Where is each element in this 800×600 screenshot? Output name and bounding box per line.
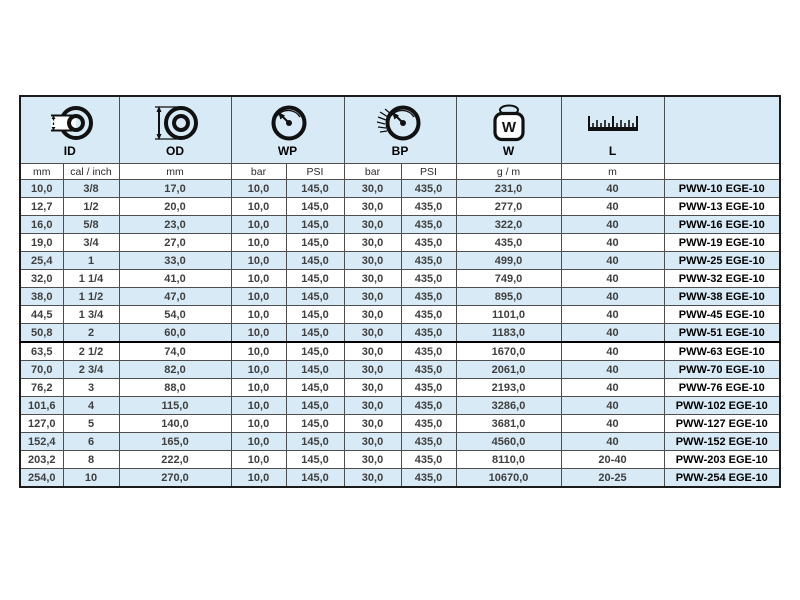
spec-value-cell: 25,4 — [20, 252, 63, 270]
table-row — [20, 306, 780, 324]
inner-diameter-icon — [45, 102, 95, 144]
spec-value-cell: 145,0 — [286, 451, 344, 469]
spec-value-cell: 17,0 — [119, 180, 231, 198]
spec-value-cell: 32,0 — [20, 270, 63, 288]
spec-value-cell: 23,0 — [119, 216, 231, 234]
column-group-label: OD — [166, 144, 184, 158]
spec-value-cell: 30,0 — [344, 342, 401, 361]
table-row — [20, 397, 780, 415]
spec-value-cell: 76,2 — [20, 379, 63, 397]
spec-value-cell: 27,0 — [119, 234, 231, 252]
spec-value-cell: 1183,0 — [456, 324, 561, 343]
spec-value-cell: 10,0 — [231, 415, 286, 433]
product-code-cell: PWW-16 EGE-10 — [664, 216, 780, 234]
spec-value-cell: 30,0 — [344, 198, 401, 216]
working-pressure-gauge-icon — [265, 102, 311, 144]
spec-value-cell: 10,0 — [20, 180, 63, 198]
unit-label: PSI — [401, 164, 456, 180]
unit-label: PSI — [286, 164, 344, 180]
table-row — [20, 180, 780, 198]
spec-value-cell: 40 — [561, 324, 664, 343]
spec-value-cell: 30,0 — [344, 270, 401, 288]
spec-value-cell: 8110,0 — [456, 451, 561, 469]
table-row — [20, 433, 780, 451]
spec-value-cell: 145,0 — [286, 342, 344, 361]
column-group-od — [119, 96, 231, 164]
spec-value-cell: 165,0 — [119, 433, 231, 451]
spec-value-cell: 435,0 — [401, 361, 456, 379]
unit-label — [664, 164, 780, 180]
spec-value-cell: 127,0 — [20, 415, 63, 433]
spec-value-cell: 10,0 — [231, 451, 286, 469]
length-ruler-icon — [585, 102, 641, 144]
column-group-label: ID — [63, 144, 76, 158]
spec-value-cell: 1 3/4 — [63, 306, 119, 324]
spec-value-cell: 145,0 — [286, 270, 344, 288]
spec-value-cell: 1670,0 — [456, 342, 561, 361]
spec-value-cell: 254,0 — [20, 469, 63, 488]
column-group-product — [664, 96, 780, 164]
spec-value-cell: 101,6 — [20, 397, 63, 415]
unit-label: mm — [20, 164, 63, 180]
burst-pressure-gauge-icon — [374, 102, 426, 144]
unit-label: bar — [231, 164, 286, 180]
table-row — [20, 415, 780, 433]
spec-value-cell: 270,0 — [119, 469, 231, 488]
spec-value-cell: 40 — [561, 180, 664, 198]
spec-value-cell: 749,0 — [456, 270, 561, 288]
spec-value-cell: 60,0 — [119, 324, 231, 343]
spec-value-cell: 435,0 — [401, 342, 456, 361]
units-row — [20, 164, 780, 180]
spec-value-cell: 47,0 — [119, 288, 231, 306]
spec-value-cell: 145,0 — [286, 252, 344, 270]
spec-value-cell: 41,0 — [119, 270, 231, 288]
spec-value-cell: 10,0 — [231, 252, 286, 270]
column-group-l — [561, 96, 664, 164]
spec-value-cell: 30,0 — [344, 433, 401, 451]
spec-value-cell: 10,0 — [231, 288, 286, 306]
spec-value-cell: 16,0 — [20, 216, 63, 234]
product-code-cell: PWW-38 EGE-10 — [664, 288, 780, 306]
spec-value-cell: 145,0 — [286, 324, 344, 343]
spec-value-cell: 19,0 — [20, 234, 63, 252]
spec-value-cell: 40 — [561, 361, 664, 379]
spec-value-cell: 50,8 — [20, 324, 63, 343]
unit-label: cal / inch — [63, 164, 119, 180]
product-code-cell: PWW-32 EGE-10 — [664, 270, 780, 288]
spec-value-cell: 10,0 — [231, 361, 286, 379]
spec-value-cell: 435,0 — [401, 270, 456, 288]
spec-value-cell: 30,0 — [344, 324, 401, 343]
product-code-cell: PWW-254 EGE-10 — [664, 469, 780, 488]
spec-value-cell: 10,0 — [231, 198, 286, 216]
spec-value-cell: 5 — [63, 415, 119, 433]
spec-value-cell: 40 — [561, 288, 664, 306]
unit-label: bar — [344, 164, 401, 180]
product-code-cell: PWW-45 EGE-10 — [664, 306, 780, 324]
spec-value-cell: 63,5 — [20, 342, 63, 361]
spec-value-cell: 145,0 — [286, 306, 344, 324]
product-code-cell: PWW-19 EGE-10 — [664, 234, 780, 252]
product-code-cell: PWW-51 EGE-10 — [664, 324, 780, 343]
spec-value-cell: 10,0 — [231, 379, 286, 397]
spec-value-cell: 435,0 — [401, 433, 456, 451]
spec-value-cell: 1 1/2 — [63, 288, 119, 306]
spec-value-cell: 20,0 — [119, 198, 231, 216]
spec-value-cell: 30,0 — [344, 361, 401, 379]
spec-value-cell: 435,0 — [401, 306, 456, 324]
spec-value-cell: 4560,0 — [456, 433, 561, 451]
spec-value-cell: 40 — [561, 252, 664, 270]
spec-value-cell: 4 — [63, 397, 119, 415]
spec-value-cell: 2 — [63, 324, 119, 343]
spec-value-cell: 145,0 — [286, 379, 344, 397]
spec-value-cell: 30,0 — [344, 234, 401, 252]
spec-value-cell: 222,0 — [119, 451, 231, 469]
column-group-label: BP — [391, 144, 409, 158]
product-code-cell: PWW-63 EGE-10 — [664, 342, 780, 361]
spec-value-cell: 70,0 — [20, 361, 63, 379]
spec-value-cell: 145,0 — [286, 234, 344, 252]
product-code-cell: PWW-25 EGE-10 — [664, 252, 780, 270]
table-row — [20, 451, 780, 469]
spec-value-cell: 322,0 — [456, 216, 561, 234]
spec-value-cell: 30,0 — [344, 216, 401, 234]
product-code-cell: PWW-152 EGE-10 — [664, 433, 780, 451]
spec-value-cell: 40 — [561, 234, 664, 252]
spec-value-cell: 435,0 — [401, 252, 456, 270]
spec-value-cell: 12,7 — [20, 198, 63, 216]
unit-label: m — [561, 164, 664, 180]
spec-value-cell: 2193,0 — [456, 379, 561, 397]
spec-value-cell: 435,0 — [401, 451, 456, 469]
spec-value-cell: 231,0 — [456, 180, 561, 198]
column-group-label: WP — [277, 144, 298, 158]
column-group-label: L — [608, 144, 617, 158]
spec-value-cell: 8 — [63, 451, 119, 469]
spec-value-cell: 38,0 — [20, 288, 63, 306]
spec-value-cell: 40 — [561, 270, 664, 288]
spec-value-cell: 435,0 — [401, 379, 456, 397]
spec-value-cell: 30,0 — [344, 288, 401, 306]
header-row — [20, 96, 780, 164]
spec-value-cell: 152,4 — [20, 433, 63, 451]
product-code-cell: PWW-13 EGE-10 — [664, 198, 780, 216]
spec-value-cell: 74,0 — [119, 342, 231, 361]
spec-value-cell: 40 — [561, 433, 664, 451]
hose-spec-table — [19, 95, 781, 488]
spec-value-cell: 40 — [561, 397, 664, 415]
spec-value-cell: 10,0 — [231, 216, 286, 234]
spec-value-cell: 40 — [561, 306, 664, 324]
spec-value-cell: 145,0 — [286, 288, 344, 306]
product-code-cell: PWW-102 EGE-10 — [664, 397, 780, 415]
spec-value-cell: 115,0 — [119, 397, 231, 415]
spec-value-cell: 10,0 — [231, 324, 286, 343]
spec-value-cell: 435,0 — [401, 469, 456, 488]
product-code-cell: PWW-127 EGE-10 — [664, 415, 780, 433]
weight-icon — [486, 102, 532, 144]
spec-value-cell: 30,0 — [344, 180, 401, 198]
spec-value-cell: 1 — [63, 252, 119, 270]
svg-text:W: W — [501, 119, 516, 136]
spec-value-cell: 145,0 — [286, 198, 344, 216]
spec-value-cell: 82,0 — [119, 361, 231, 379]
spec-value-cell: 2 3/4 — [63, 361, 119, 379]
spec-value-cell: 20-40 — [561, 451, 664, 469]
spec-value-cell: 2 1/2 — [63, 342, 119, 361]
spec-value-cell: 435,0 — [401, 216, 456, 234]
spec-value-cell: 145,0 — [286, 361, 344, 379]
spec-value-cell: 30,0 — [344, 469, 401, 488]
table-row — [20, 252, 780, 270]
spec-value-cell: 1 1/4 — [63, 270, 119, 288]
column-group-id — [20, 96, 119, 164]
spec-value-cell: 3286,0 — [456, 397, 561, 415]
spec-value-cell: 145,0 — [286, 415, 344, 433]
spec-value-cell: 10,0 — [231, 397, 286, 415]
spec-value-cell: 10,0 — [231, 270, 286, 288]
spec-value-cell: 40 — [561, 415, 664, 433]
spec-value-cell: 435,0 — [401, 198, 456, 216]
spec-value-cell: 5/8 — [63, 216, 119, 234]
product-code-cell: PWW-10 EGE-10 — [664, 180, 780, 198]
spec-value-cell: 3 — [63, 379, 119, 397]
spec-value-cell: 435,0 — [401, 397, 456, 415]
product-code-cell: PWW-203 EGE-10 — [664, 451, 780, 469]
spec-value-cell: 435,0 — [401, 324, 456, 343]
spec-value-cell: 3/4 — [63, 234, 119, 252]
table-row — [20, 216, 780, 234]
spec-value-cell: 30,0 — [344, 379, 401, 397]
spec-value-cell: 54,0 — [119, 306, 231, 324]
table-row — [20, 324, 780, 343]
spec-value-cell: 3/8 — [63, 180, 119, 198]
spec-value-cell: 40 — [561, 198, 664, 216]
product-code-cell: PWW-76 EGE-10 — [664, 379, 780, 397]
table-row — [20, 234, 780, 252]
spec-value-cell: 30,0 — [344, 306, 401, 324]
column-group-label: W — [502, 144, 515, 158]
outer-diameter-icon — [150, 102, 200, 144]
spec-value-cell: 1101,0 — [456, 306, 561, 324]
spec-value-cell: 10,0 — [231, 180, 286, 198]
spec-value-cell: 88,0 — [119, 379, 231, 397]
column-group-wp — [231, 96, 344, 164]
spec-value-cell: 30,0 — [344, 451, 401, 469]
spec-value-cell: 30,0 — [344, 415, 401, 433]
spec-value-cell: 499,0 — [456, 252, 561, 270]
spec-value-cell: 435,0 — [401, 415, 456, 433]
spec-value-cell: 435,0 — [456, 234, 561, 252]
spec-value-cell: 3681,0 — [456, 415, 561, 433]
spec-value-cell: 10,0 — [231, 342, 286, 361]
table-row — [20, 361, 780, 379]
spec-value-cell: 10,0 — [231, 234, 286, 252]
spec-value-cell: 435,0 — [401, 234, 456, 252]
spec-value-cell: 30,0 — [344, 252, 401, 270]
spec-value-cell: 203,2 — [20, 451, 63, 469]
table-row — [20, 342, 780, 361]
spec-value-cell: 40 — [561, 216, 664, 234]
spec-value-cell: 20-25 — [561, 469, 664, 488]
table-row — [20, 198, 780, 216]
spec-value-cell: 44,5 — [20, 306, 63, 324]
spec-value-cell: 33,0 — [119, 252, 231, 270]
spec-value-cell: 1/2 — [63, 198, 119, 216]
spec-value-cell: 40 — [561, 342, 664, 361]
spec-value-cell: 145,0 — [286, 433, 344, 451]
unit-label: g / m — [456, 164, 561, 180]
spec-value-cell: 145,0 — [286, 469, 344, 488]
spec-value-cell: 6 — [63, 433, 119, 451]
product-code-cell: PWW-70 EGE-10 — [664, 361, 780, 379]
spec-value-cell: 40 — [561, 379, 664, 397]
spec-value-cell: 10,0 — [231, 469, 286, 488]
spec-value-cell: 145,0 — [286, 397, 344, 415]
spec-value-cell: 145,0 — [286, 180, 344, 198]
spec-value-cell: 10 — [63, 469, 119, 488]
spec-value-cell: 10,0 — [231, 433, 286, 451]
spec-value-cell: 435,0 — [401, 288, 456, 306]
table-row — [20, 288, 780, 306]
unit-label: mm — [119, 164, 231, 180]
spec-value-cell: 30,0 — [344, 397, 401, 415]
table-row — [20, 379, 780, 397]
spec-value-cell: 140,0 — [119, 415, 231, 433]
spec-value-cell: 277,0 — [456, 198, 561, 216]
column-group-w — [456, 96, 561, 164]
column-group-bp — [344, 96, 456, 164]
spec-value-cell: 10670,0 — [456, 469, 561, 488]
spec-value-cell: 895,0 — [456, 288, 561, 306]
table-row — [20, 469, 780, 488]
spec-value-cell: 145,0 — [286, 216, 344, 234]
spec-value-cell: 10,0 — [231, 306, 286, 324]
spec-value-cell: 2061,0 — [456, 361, 561, 379]
spec-value-cell: 435,0 — [401, 180, 456, 198]
table-row — [20, 270, 780, 288]
